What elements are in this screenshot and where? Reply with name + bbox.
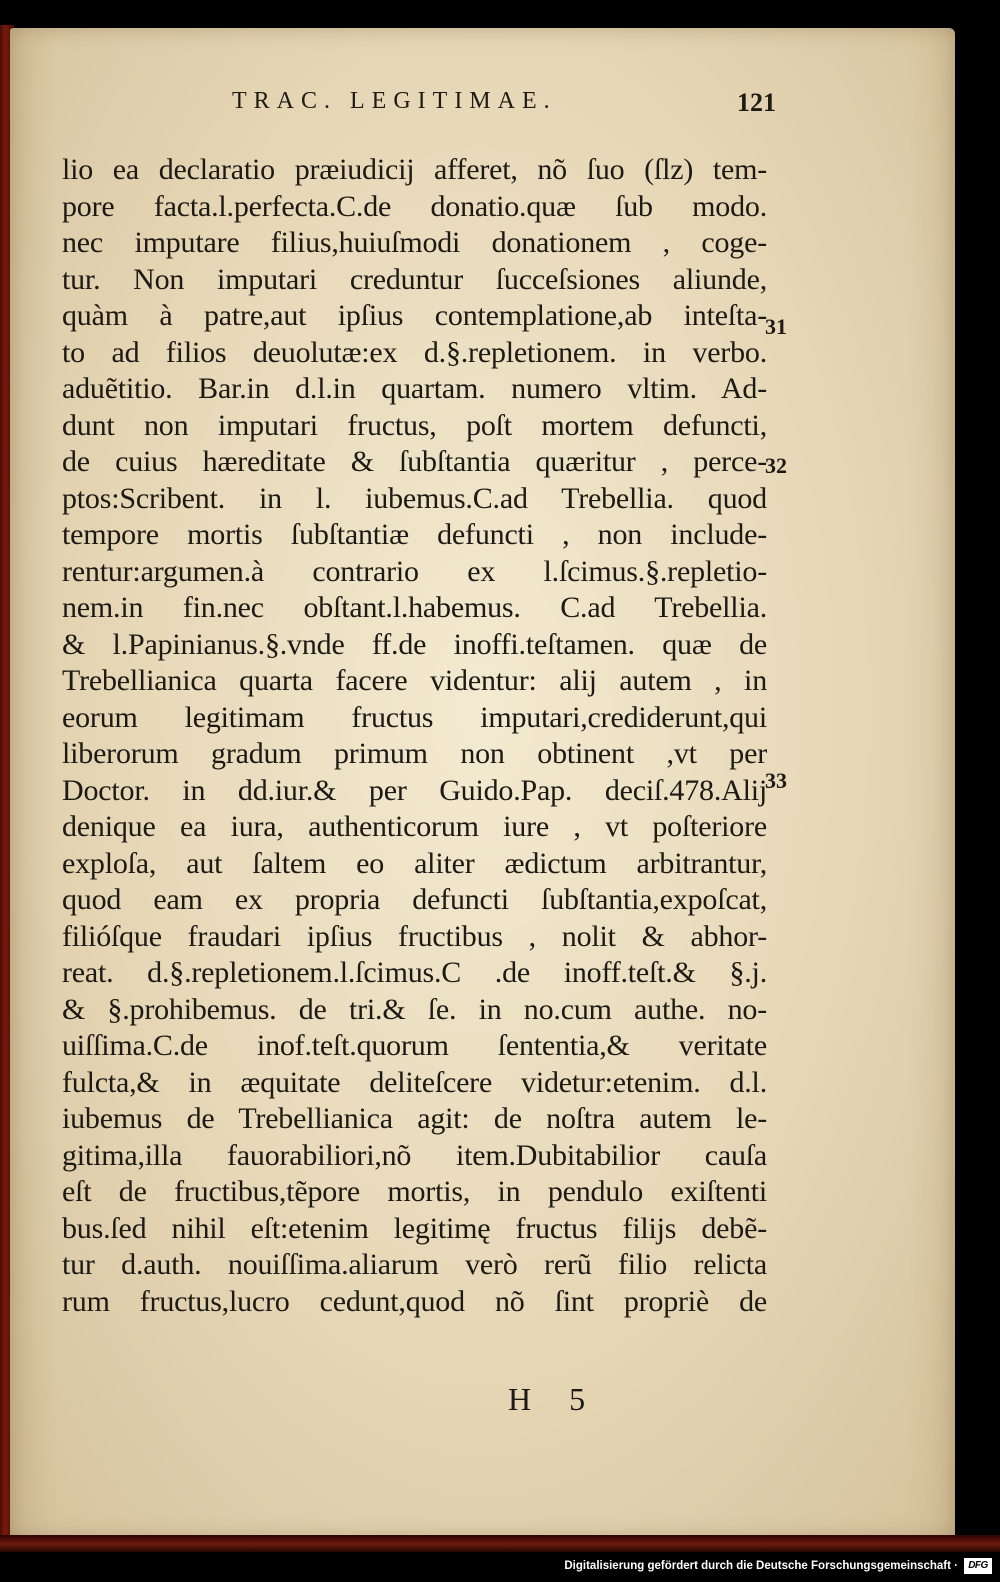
book-edge-strip xyxy=(0,1535,1000,1553)
running-title: TRAC. LEGITIMAE. xyxy=(232,88,557,114)
text-line: lio ea declaratio præiudicij afferet, nõ ſuo (ſlz) tem- xyxy=(62,153,767,186)
text-line: quàm à patre,aut ipſius contemplatione,ab inteſta- xyxy=(62,299,767,332)
text-line: quod eam ex propria defuncti ſubſtantia,expoſcat, xyxy=(62,883,767,916)
page-number: 121 xyxy=(737,88,776,117)
text-line: reat. d.§.repletionem.l.ſcimus.C .de inoff.teſt.& §.j. xyxy=(62,956,767,989)
text-line: nec imputare filius,huiuſmodi donationem , coge- xyxy=(62,226,767,259)
text-line: pore facta.l.perfecta.C.de donatio.quæ ſub modo. xyxy=(62,189,767,223)
text-line: gitima,illa fauorabiliori,nõ item.Dubitabilior cauſa xyxy=(62,1138,767,1172)
text-line: rentur:argumen.à contrario ex l.ſcimus.§.repletio- xyxy=(62,554,767,588)
text-line: eſt de fructibus,tẽpore mortis, in pendulo exiſtenti xyxy=(62,1175,767,1208)
text-line: uiſſima.C.de inof.teſt.quorum ſententia,& veritate xyxy=(62,1029,767,1062)
text-line: bus.ſed nihil eſt:etenim legitimę fructus filijs debẽ- xyxy=(62,1211,767,1245)
text-line: exploſa, aut ſaltem eo aliter ædictum arbitrantur, xyxy=(62,846,767,880)
text-line: nem.in fin.nec obſtant.l.habemus. C.ad Trebellia. xyxy=(62,591,767,624)
text-line: denique ea iura, authenticorum iure , vt poſteriore xyxy=(62,810,767,843)
text-line: tempore mortis ſubſtantiæ defuncti , non include- xyxy=(62,518,767,551)
text-line: aduẽtitio. Bar.in d.l.in quartam. numero vltim. Ad- xyxy=(62,372,767,405)
margin-number-32: 32 xyxy=(765,453,787,478)
text-line: to ad filios deuolutæ:ex d.§.repletionem. in verbo. xyxy=(62,335,767,369)
dfg-logo-icon: DFG xyxy=(964,1558,992,1574)
digitization-credit: Digitalisierung gefördert durch die Deutsche Forschungsgemeinschaft · xyxy=(564,1560,958,1572)
text-line: liberorum gradum primum non obtinent ,vt per xyxy=(62,737,767,770)
text-line: tur. Non imputari creduntur ſucceſsiones aliunde, xyxy=(62,262,767,296)
body-text xyxy=(62,152,767,1320)
text-line: filióſque fraudari ipſius fructibus , nolit & abhor- xyxy=(62,919,767,953)
text-line: eorum legitimam fructus imputari,crediderunt,qui xyxy=(62,700,767,734)
book-page xyxy=(10,28,955,1538)
footer-bar xyxy=(0,1552,1000,1582)
text-line: Doctor. in dd.iur.& per Guido.Pap. deciſ.478.Alij xyxy=(62,773,767,807)
text-line: rum fructus,lucro cedunt,quod nõ ſint propriè de xyxy=(62,1284,767,1318)
text-line: ptos:Scribent. in l. iubemus.C.ad Trebellia. quod xyxy=(62,481,767,515)
text-line: & §.prohibemus. de tri.& ſe. in no.cum authe. no- xyxy=(62,992,767,1026)
margin-number-31: 31 xyxy=(765,314,787,339)
text-line: Trebellianica quarta facere videntur: alij autem , in xyxy=(62,664,767,697)
text-line: iubemus de Trebellianica agit: de noſtra autem le- xyxy=(62,1102,767,1135)
text-line: dunt non imputari fructus, poſt mortem defuncti, xyxy=(62,408,767,442)
text-line: tur d.auth. nouiſſima.aliarum verò rerũ filio relicta xyxy=(62,1248,767,1281)
margin-number-33: 33 xyxy=(765,768,787,793)
text-line: fulcta,& in æquitate deliteſcere videtur:etenim. d.l. xyxy=(62,1065,767,1099)
catchword-signature: H 5 xyxy=(508,1381,586,1417)
text-line: de cuius hæreditate & ſubſtantia quæritur , perce- xyxy=(62,445,767,478)
text-line: & l.Papinianus.§.vnde ff.de inoffi.teſtamen. quæ de xyxy=(62,627,767,661)
